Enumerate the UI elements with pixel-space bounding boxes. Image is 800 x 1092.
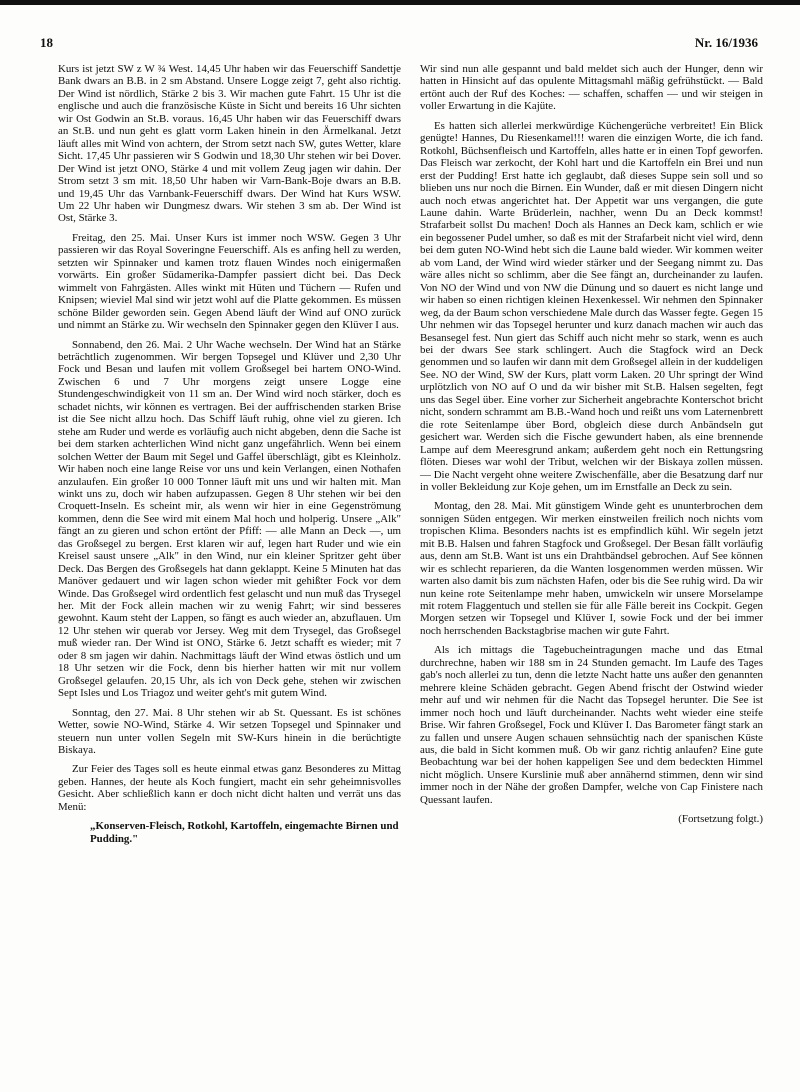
paragraph: Es hatten sich allerlei merkwürdige Küchengerüche verbreitet! Ein Blick genügte! Hannes, Du Riesenkamel!!! waren die einzigen Worte, die ich fand. Rotkohl, Büchsenfleisch und Kartoffeln, alles hatte er in einen Topf geworfen. Das Fleisch war zerkocht, der Kohl hart und die Kartoffeln ein Brei und nun erst der Pudding! Erst hatte ich geglaubt, daß dieses Suppe sein soll und so blieben uns nur noch die Birnen. Ein Wunder, daß er mit diesen Dingern nicht auch noch etwas angerichtet hat. Der Appetit war uns vergangen, die gute Laune dahin. Warte Brüderlein, nachher, wenn Du an Deck kommst! Strafarbeit sollst Du machen! Doch als Hannes an Deck kam, schlich er wie ein begossener Pudel umher, so daß es mit der Strafarbeit nicht viel wird, denn bei dem guten NO-Wind hebt sich die Laune bald wieder. Wir kommen weiter ab vom Land, der Wind wird wieder stärker und der Seegang nimmt zu. Das wäre alles nicht so schlimm, aber die See fängt an, durcheinander zu laufen. Von NO der Wind und von NW die Dünung und so dauert es nicht lange und wir haben so einen richtigen kleinen Hexenkessel. Wir nehmen den Spinnaker weg, da der Baum schon verschiedene Male durch das Wasser fegte. Gegen 15 Uhr nehmen wir das Topsegel herunter und kurz danach machen wir auch das Besansegel fest. Nun giert das Schiff auch nicht mehr so stark, wenn es auch bei der dwars See stark schlingert. Auch die Stagfock wird an Deck genommen und so laufen wir dann mit dem Großsegel allein in der kuddeligen See. NO der Wind, SW der Kurs, platt vorm Laken. 20 Uhr springt der Wind urplötzlich von NO auf O und da wir bisher mit St.B. Halsen segelten, fegt uns das Segel über. Eine vorher zur Sicherheit angebrachte Konterschot bricht nicht, sondern schrammt am B.B.-Wand hoch und reißt uns vom Laternenbrett die rote Seitenlampe über Bord, obgleich diese durch Anbändseln gut gesichert war. Werden sich die Fische gewundert haben, als eine brennende Lampe auf dem Meeresgrund ankam; außerdem geht noch ein Rettungsring flöten. Dieses war wohl der Tribut, welchen wir der Biskaya zollen müssen. — Die Nacht vergeht ohne weitere Zwischenfälle, aber die Besatzung darf nur in voller Bekleidung zur Koje gehen, um im Ernstfalle an Deck zu sein. bbox=[420, 119, 763, 493]
left-column bbox=[58, 63, 401, 852]
paragraph: Zur Feier des Tages soll es heute einmal etwas ganz Besonderes zu Mittag geben. Hannes, der heute als Koch fungiert, macht ein sehr geheimnisvolles Gesicht. Aber schließlich kann er doch nicht dicht halten und verrät uns das Menü: bbox=[58, 763, 401, 813]
paragraph: Sonntag, den 27. Mai. 8 Uhr stehen wir ab St. Quessant. Es ist schönes Wetter, sowie NO-Wind, Stärke 4. Wir setzen Topsegel und Spinnaker und steuern nun unter vollen Segeln mit SW-Kurs hinein in die berüchtigte Biskaya. bbox=[58, 706, 401, 757]
page-number: 18 bbox=[40, 35, 53, 50]
paragraph: Als ich mittags die Tagebucheintragungen mache und das Etmal durchrechne, haben wir 188 sm in 24 Stunden gemacht. Im Laufe des Tages gab's noch allerlei zu tun, denn die letzte Nacht hatte uns außer den genannten mehrere kleine Schäden gebracht. Gegen Abend frischt der Ostwind wieder mehr auf und wir nehmen für die Nacht das Topsegel herunter. Die See ist immer noch hoch und läuft durcheinander. Nachts weht wieder eine steife Brise. Wir fahren Großsegel, Fock und Klüver I. Das Barometer fängt stark an zu fallen und unsere Augen schauen sehnsüchtig nach der spanischen Küste aus, die bald in Sicht kommen muß. Ob wir ganz richtig anlaufen? Eine gute Beobachtung war bei der hohen kappeligen See und dem bedeckten Himmel nicht möglich. Unsere Kurslinie muß aber annähernd stimmen, denn wir sind immer noch in der Nähe der großen Dampfer, welche von Cap Finistere nach Quessant laufen. bbox=[420, 644, 763, 806]
issue-number: Nr. 16/1936 bbox=[694, 35, 758, 50]
paragraph: Sonnabend, den 26. Mai. 2 Uhr Wache wechseln. Der Wind hat an Stärke beträchtlich zugenommen. Wir bergen Topsegel und Klüver und 2,30 Uhr Fock und Besan und laufen mit vollem Großsegel bei hartem ONO-Wind. Zwischen 6 und 7 Uhr morgens zeigt unsere Logge eine Stundengeschwindigkeit von 11 sm an. Der Wind wird noch stärker, doch es schadet nichts, wir können es vertragen. Bei der auffrischenden starken Brise ist die See nicht allzu hoch. Das Schiff läuft ruhig, ohne viel zu gieren. Ich stehe am Ruder und werde es vorläufig auch nicht abgeben, denn die Sache ist bei dem starken achterlichen Wind nicht ganz ungefährlich. Wenn bei einem solchen Wetter der Baum mit Segel und Gaffel überschlägt, gibt es Kleinholz. Wir haben noch eine lange Reise vor uns und kein Verlangen, einen Nothafen anzulaufen. Ein großer 10 000 Tonner läuft mit uns und wir halten mit. Man winkt uns zu, doch wir haben aufzupassen. Gegen 8 Uhr stehen wir bei den Croquett-Inseln. Es scheint mir, als wenn wir hier in eine Gegenströmung kommen, denn die See wird mit einem Mal hoch und holperig. Unsere „Alk" fängt an zu gieren und schon ertönt der Pfiff: — alle Mann an Deck —, um das Großsegel zu bergen. Erst klaren wir auf, legen hart Ruder und wie ein Kreisel saust unsere „Alk" in den Wind, nur ein kleiner Spritzer geht über Deck. Das Bergen des Großsegels hat dann geklappt. Keine 5 Minuten hat das Manöver gedauert und wir lagen schon wieder mit gehißter Fock vor dem Winde. Das Großsegel wird ordentlich fest gelascht und nun muß das Trysegel her. Mit der Fock allein machen wir zu wenig Fahrt; wir sind besseres gewohnt. Kaum steht der Lappen, so fängt es auch wieder an, abzuflauen. Um 12 Uhr stehen wir querab vor Jersey. Weg mit dem Trysegel, das Großsegel muß wieder ran. Der Wind ist ONO, Stärke 6. Jetzt schafft es wieder; mit 7 oder 8 sm jagen wir dahin. Nachmittags läuft der Wind etwas östlich und um 18 Uhr setzen wir die Fock, denn bis hierher hatten wir mit nur vollem Großsegel gelaufen. 20,15 Uhr, als ich von Deck gehe, stehen wir zwischen Sept Isles und Los Triagoz und weiter geht's mit gutem Wind. bbox=[58, 338, 401, 700]
right-column bbox=[420, 63, 763, 833]
paragraph: Freitag, den 25. Mai. Unser Kurs ist immer noch WSW. Gegen 3 Uhr passieren wir das Royal Soveringne Feuerschiff. Als es anfing hell zu werden, setzten wir Spinnaker und kamen trotz flauen Windes noch einigermaßen vorwärts. Ein großer Südamerika-Dampfer passiert dicht bei. Das Deck wimmelt von Fahrgästen. Alles winkt mit Hüten und Tüchern — Rufen und Knipsen; wieviel Mal sind wir jetzt wohl auf die Platte gekommen. Es müssen schöne Bilder geworden sein. Gegen Abend läuft der Wind auf ONO zurück und nimmt an Stärke zu. Wir wechseln den Spinnaker gegen den Klüver I aus. bbox=[58, 231, 401, 332]
paragraph: Montag, den 28. Mai. Mit günstigem Winde geht es ununterbrochen dem sonnigen Süden entgegen. Wir merken einstweilen freilich noch nichts vom tropischen Klima. Besonders nachts ist es empfindlich kühl. Wir segeln jetzt mit B.B. Halsen und fahren Stagfock und Großsegel. Der Besan fällt vorläufig aus, denn am St.B. Want ist uns ein Drahtbändsel gebrochen. Auf See können wir es schlecht reparieren, da die Wanten losgenommen werden müssen. Wir warten also damit bis zum nächsten Hafen, oder bis die See ruhig wird. Da wir nun keine rote Seitenlampe mehr haben, umwickeln wir unsere Morselampe mit rotem Flaggentuch und stellen sie für alle Fälle bereit ins Cockpit. Gegen Morgen setzen wir Topsegel und Klüver I, sowie Fock und der bei immer noch herrschenden Backstagbrise machen wir gute Fahrt. bbox=[420, 500, 763, 637]
page-header bbox=[40, 35, 758, 55]
paragraph: Wir sind nun alle gespannt und bald meldet sich auch der Hunger, denn wir hatten in Hinsicht auf das opulente Mittagsmahl mäßig gefrühstückt. — Bald ertönt auch der Ruf des Koches: — schaffen, schaffen — und wir steigen in voller Erwartung in die Kajüte. bbox=[420, 63, 763, 113]
top-border bbox=[0, 0, 800, 5]
menu-quote: „Konserven-Fleisch, Rotkohl, Kartoffeln, eingemachte Birnen und Pudding." bbox=[90, 820, 399, 845]
paragraph: Kurs ist jetzt SW z W ¾ West. 14,45 Uhr haben wir das Feuerschiff Sandettje Bank dwars an B.B. in 2 sm Abstand. Unsere Logge zeigt 7, geht also richtig. Der Wind ist nördlich, Stärke 2 bis 3. Wir machen gute Fahrt. 15 Uhr ist die englische und auch die französische Küste in Sicht und bereits 16 Uhr sichten wir Ost Godwin an St.B. voraus. 16,45 Uhr haben wir das Feuerschiff dwars an St.B. und nun geht es glatt vorm Laken hinein in den Ärmelkanal. Jetzt läuft alles mit Wind von achtern, der Strom setzt nach SW, gutes Wetter, klare Sicht. 17,45 Uhr passieren wir S Godwin und 18,30 Uhr stehen wir bei Dover. Der Wind ist jetzt ONO, Stärke 4 und mit vollem Zeug jagen wir dahin. Der Strom setzt 3 sm mit. 18,50 Uhr haben wir Varn-Bank-Boje dwars an B.B. und 19,45 Uhr das Varnbank-Feuerschiff dwars. Der Wind hat Kurs WSW. Um 22 Uhr haben wir Dungmesz dwars. Wir stehen 3 sm ab. Der Wind ist Ost, Stärke 3. bbox=[58, 63, 401, 225]
continuation-note: (Fortsetzung folgt.) bbox=[678, 813, 763, 826]
